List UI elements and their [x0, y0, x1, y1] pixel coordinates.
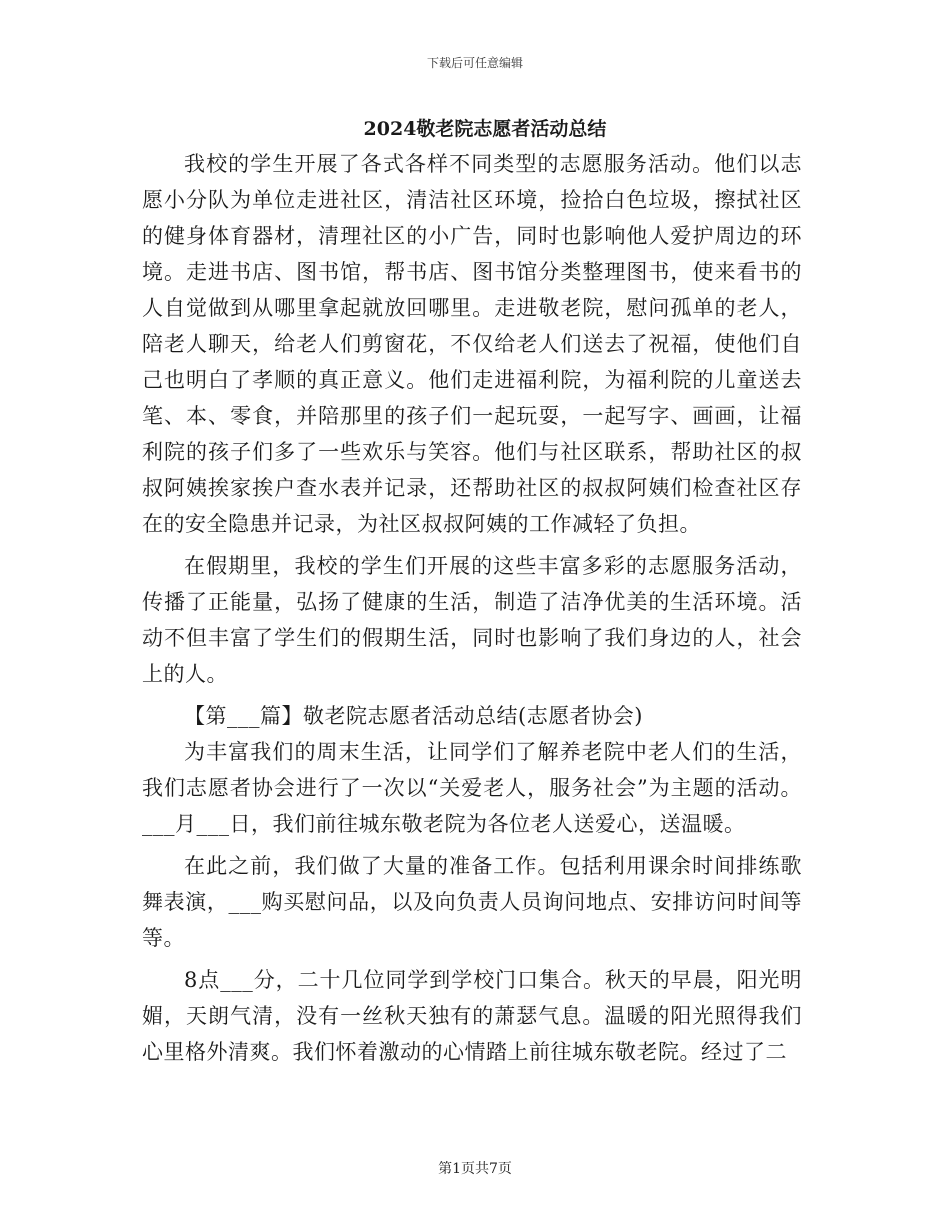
paragraph-gathering: 8点___分，二十几位同学到学校门口集合。秋天的早晨，阳光明媚，天朗气清，没有一丝秋天独有的萧瑟气息。温暖的阳光照得我们心里格外清爽。我们怀着激动的心情踏上前往城东敬老院。经过了二 — [142, 968, 802, 1064]
header-note: 下载后可任意编辑 — [426, 56, 523, 70]
paragraph-preparation: 在此之前，我们做了大量的准备工作。包括利用课余时间排练歌舞表演，___购买慰问品，以及向负责人员询问地点、安排访问时间等等。 — [142, 854, 802, 950]
page-number: 第1页共7页 — [438, 1161, 512, 1177]
paragraph-activity-intro: 为丰富我们的周末生活，让同学们了解养老院中老人们的生活，我们志愿者协会进行了一次以“关爱老人，服务社会”为主题的活动。___月___日，我们前往城东敬老院为各位老人送爱心，送温暖。 — [142, 740, 802, 836]
paragraph-holiday-summary: 在假期里，我校的学生们开展的这些丰富多彩的志愿服务活动，传播了正能量，弘扬了健康的生活，制造了洁净优美的生活环境。活动不但丰富了学生们的假期生活，同时也影响了我们身边的人，社会上的人。 — [142, 554, 802, 686]
section-heading: 【第___篇】敬老院志愿者活动总结(志愿者协会) — [184, 704, 643, 728]
document-body — [142, 146, 802, 1070]
document-title: 2024敬老院志愿者活动总结 — [363, 118, 607, 140]
paragraph-volunteer-activities: 我校的学生开展了各式各样不同类型的志愿服务活动。他们以志愿小分队为单位走进社区，清洁社区环境，捡拾白色垃圾，擦拭社区的健身体育器材，清理社区的小广告，同时也影响他人爱护周边的环境。走进书店、图书馆，帮书店、图书馆分类整理图书，使来看书的人自觉做到从哪里拿起就放回哪里。走进敬老院，慰问孤单的老人，陪老人聊天，给老人们剪窗花，不仅给老人们送去了祝福，使他们自己也明白了孝顺的真正意义。他们走进福利院，为福利院的儿童送去笔、本、零食，并陪那里的孩子们一起玩耍，一起写字、画画，让福利院的孩子们多了一些欢乐与笑容。他们与社区联系，帮助社区的叔叔阿姨挨家挨户查水表并记录，还帮助社区的叔叔阿姨们检查社区存在的安全隐患并记录，为社区叔叔阿姨的工作减轻了负担。 — [142, 152, 802, 536]
